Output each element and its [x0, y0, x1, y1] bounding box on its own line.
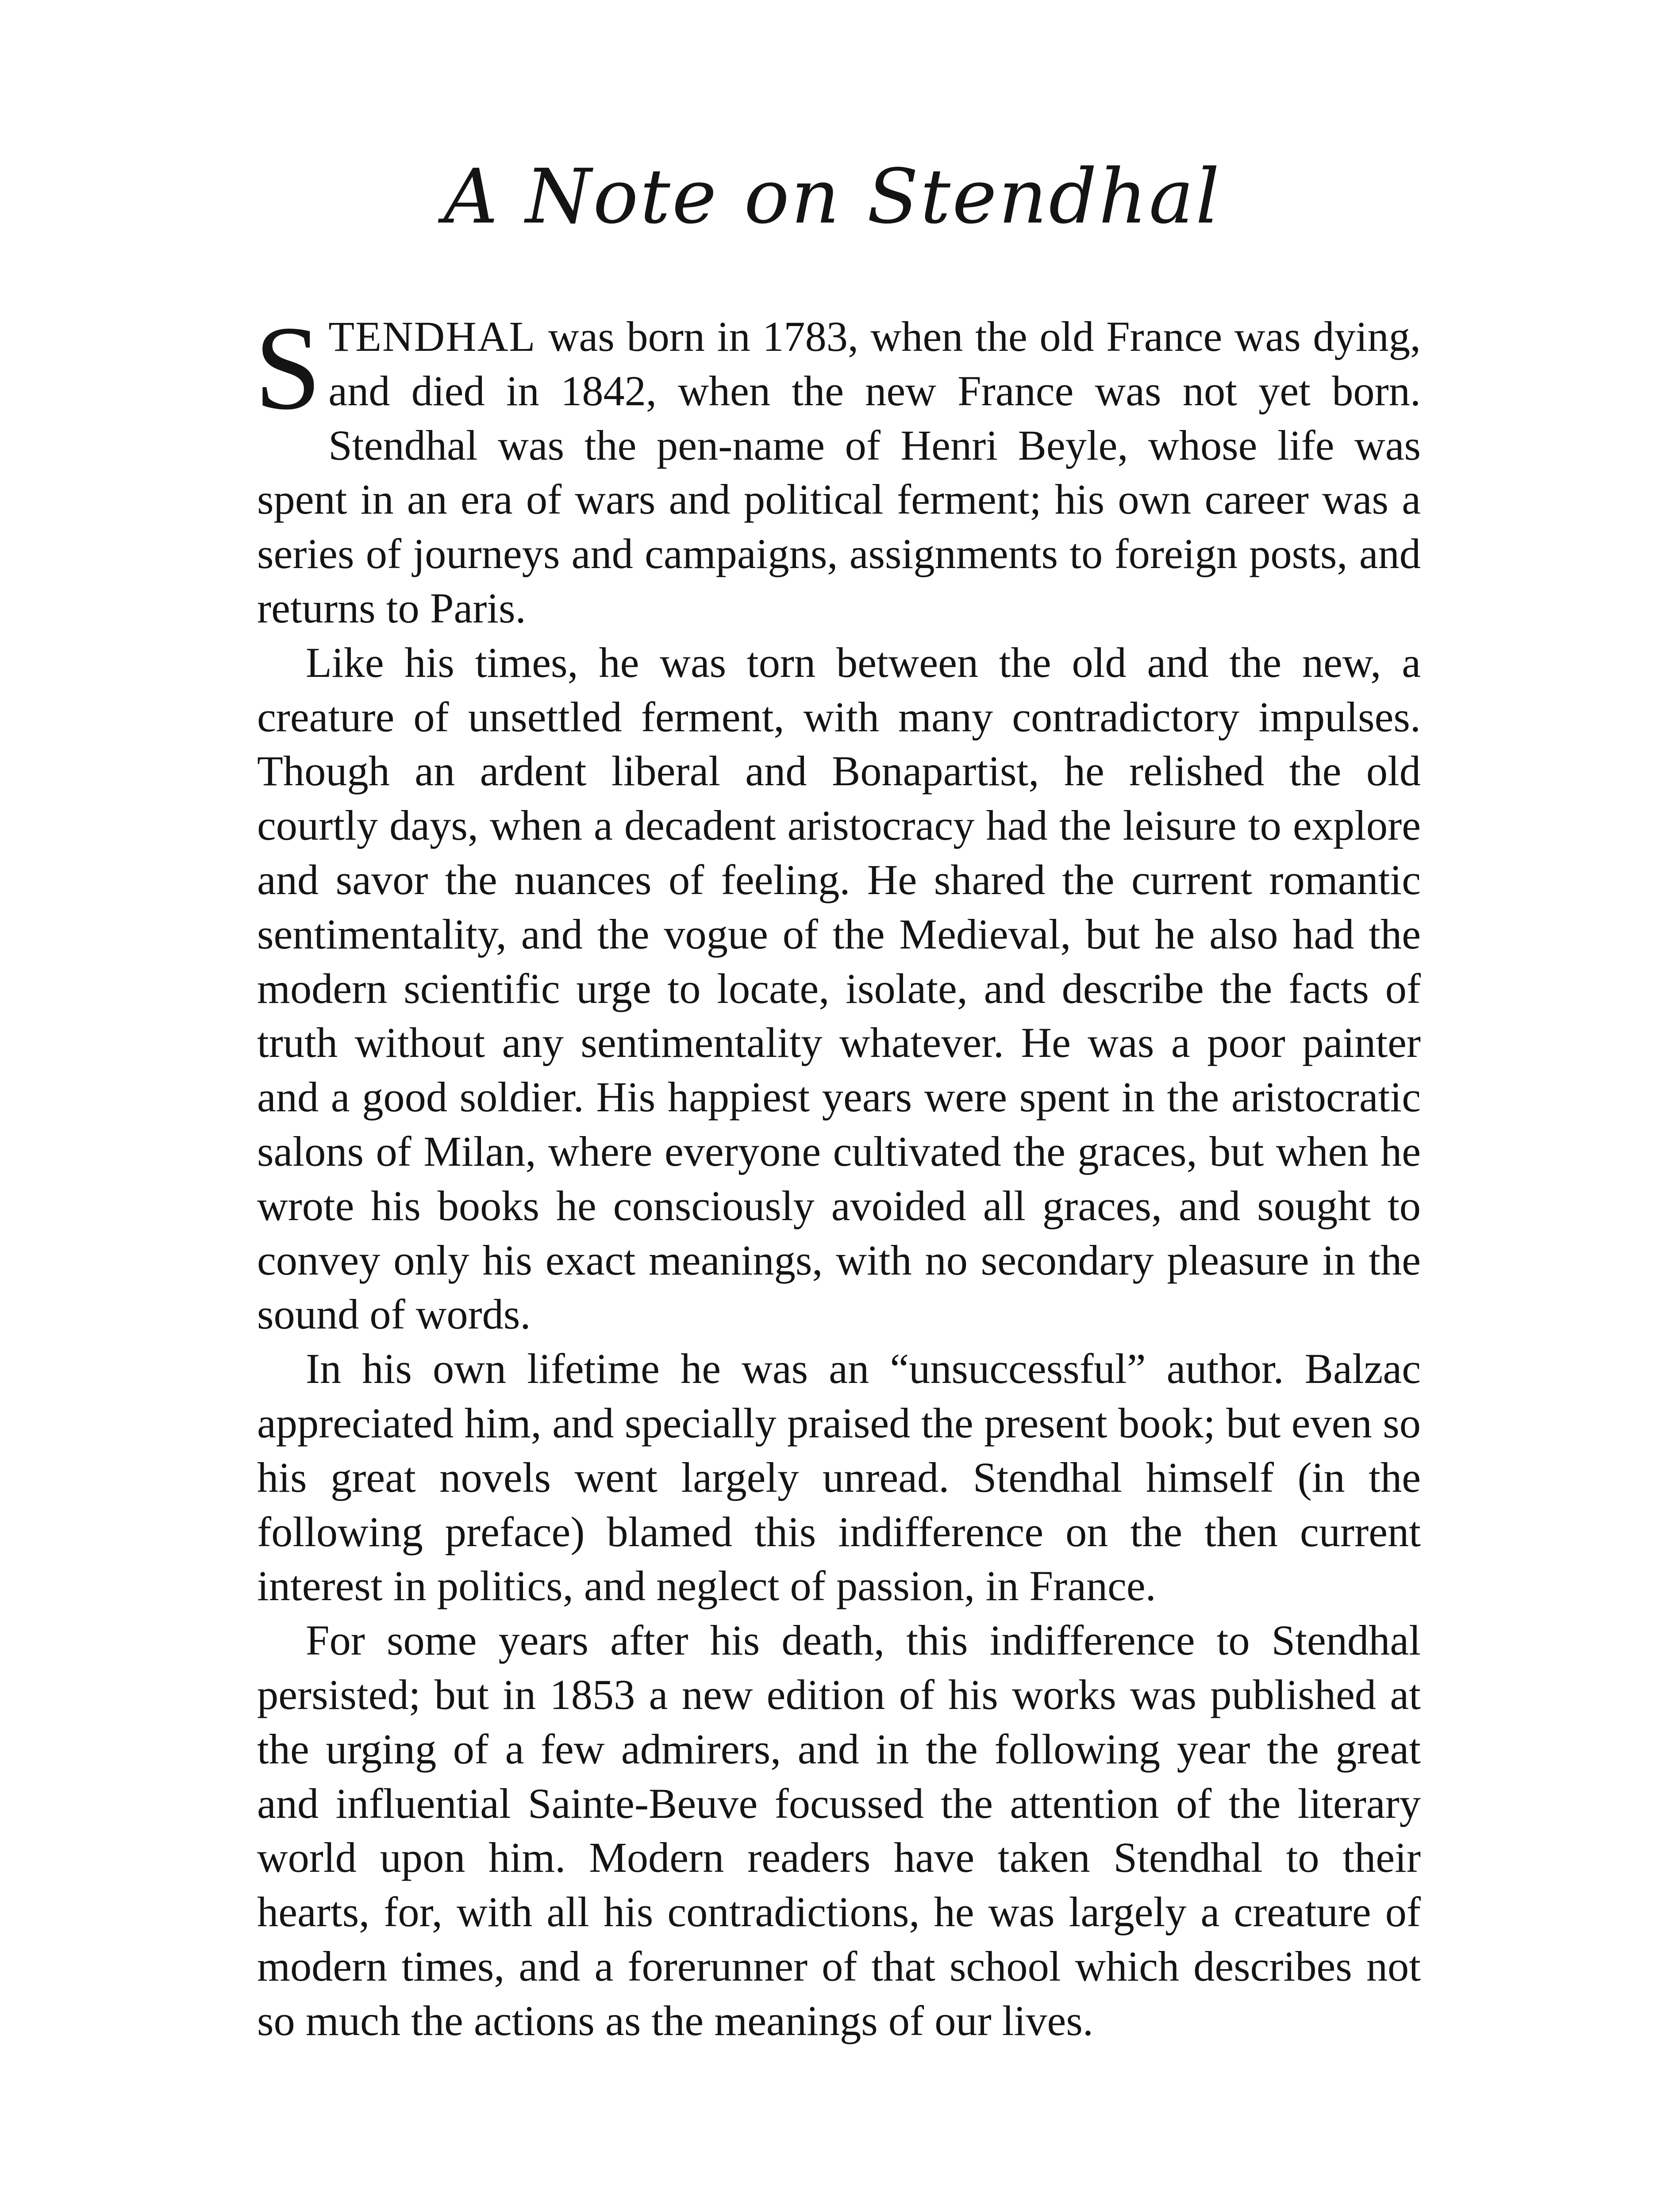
- page-title: A Note on Stendhal: [443, 153, 1222, 241]
- paragraph-4: For some years after his death, this indifference to Stendhal persisted; but in 1853 a new edition of his works was published at the urging of a few admirers, and in the following year the great and influential Sainte-Beuve focussed the attention of the literary world upon him. Modern readers have taken Stendhal to their hearts, for, with all his contradictions, he was largely a creature of modern times, and a forerunner of that school which describes not so much the actions as the meanings of our lives.: [257, 1617, 1421, 2044]
- lead-in-text: TENDHAL: [328, 313, 536, 360]
- paragraph-2: Like his times, he was torn between the old and the new, a creature of unsettled ferment, with many contradictory impulses. Though an ardent liberal and Bonapartist, he relished the old courtly days, when a decadent aristocracy had the leisure to explore and savor the nuances of feeling. He shared the current romantic sentimentality, and the vogue of the Medieval, but he also had the modern scientific urge to locate, isolate, and describe the facts of truth without any sentimentality whatever. He was a poor painter and a good soldier. His happiest years were spent in the aristocratic salons of Milan, where everyone cultivated the graces, but when he wrote his books he consciously avoided all graces, and sought to convey only his exact meanings, with no secondary pleasure in the sound of words.: [257, 638, 1421, 1338]
- drop-cap: S: [254, 301, 322, 434]
- paragraph-1-text: was born in 1783, when the old France was dying, and died in 1842, when the new France was not yet born. Stendhal was the pen-name of Henri Beyle, whose life was spent in an era of wars and political ferment; his own career was a series of journeys and campaigns, assignments to foreign posts, and returns to Paris.: [257, 313, 1421, 632]
- paragraph-3: In his own lifetime he was an “unsuccessful” author. Balzac appreciated him, and specially praised the present book; but even so his great novels went largely unread. Stendhal himself (in the following preface) blamed this indifference on the then current interest in politics, and neglect of passion, in France.: [257, 1345, 1421, 1610]
- essay-body: [254, 301, 1421, 2048]
- paragraph-1: [254, 301, 1421, 636]
